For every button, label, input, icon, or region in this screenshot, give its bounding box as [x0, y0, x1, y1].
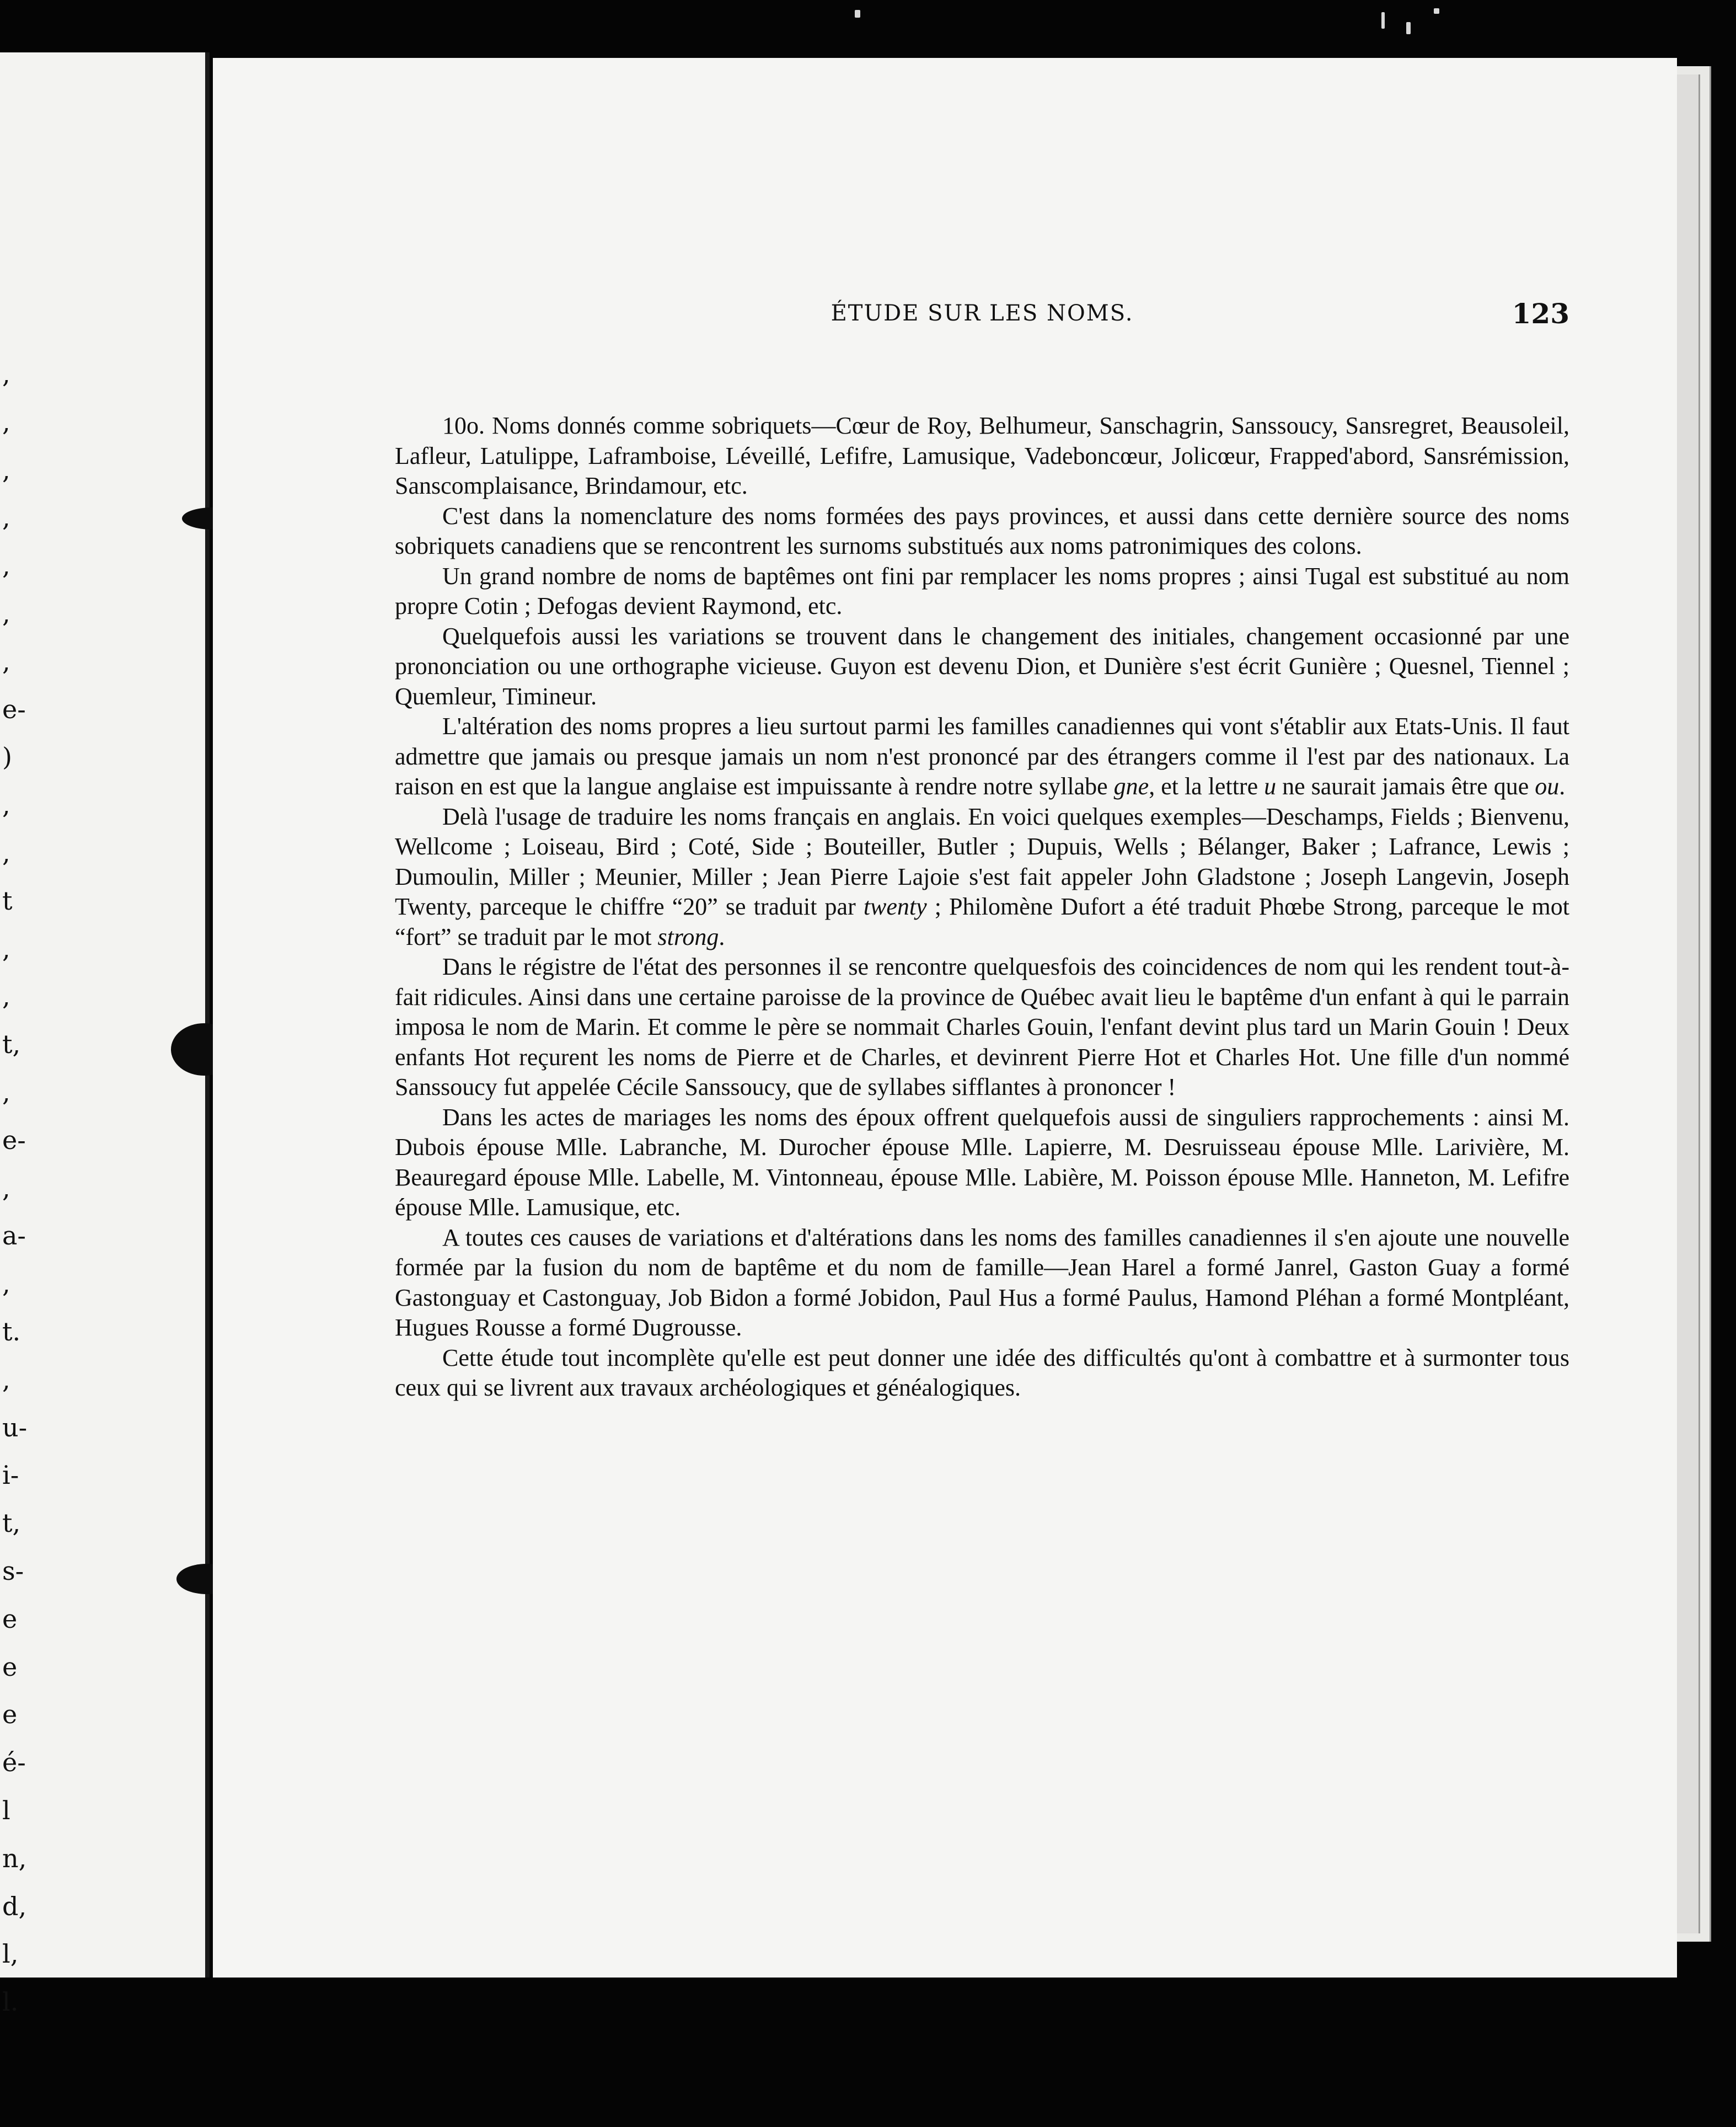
margin-fragment: ,	[2, 551, 10, 581]
margin-fragment: ,	[2, 1364, 10, 1394]
paragraph-text: A toutes ces causes de variations et d'altérations dans les noms des familles canadiennes il s'en ajoute une nouvelle formée par la fusion du nom de baptême et du nom de famille—Jean Harel a formé Janrel, Gaston Guay a formé Gastonguay et Castonguay, Job Bidon a formé Jobidon, Paul Hus a formé Paulus, Hamond Pléhan a formé Montpléant, Hugues Rousse a formé Dugrousse.	[395, 1223, 1569, 1341]
paragraph-text: ne saurait jamais être que	[1276, 773, 1535, 800]
paragraph-text: Dans les actes de mariages les noms des époux offrent quelquefois aussi de singuliers rapprochements : ainsi M. Dubois épouse Mlle. Labranche, M. Durocher épouse Mlle. Lapierre, M. Desruisseau épouse Mlle. Larivière, M. Beauregard épouse Mlle. Labelle, M. Vintonneau, épouse Mlle. Labière, M. Poisson épouse Mlle. Hanneton, M. Lefifre épouse Mlle. Lamusique, etc.	[395, 1103, 1569, 1221]
paragraph	[395, 1223, 1569, 1343]
paragraph	[395, 562, 1569, 622]
body-text	[395, 411, 1569, 1403]
paragraph	[395, 952, 1569, 1103]
margin-fragment: ,	[2, 790, 10, 820]
scan-speck	[855, 10, 860, 18]
paragraph-text: .	[719, 923, 725, 950]
paragraph-text: 10o. Noms donnés comme sobriquets—Cœur de Roy, Belhumeur, Sanschagrin, Sanssoucy, Sansregret, Beausoleil, Lafleur, Latulippe, Laframboise, Léveillé, Lefifre, Lamusique, Vadeboncœur, Jolicœur, Frapped'abord, Sansrémission, Sanscomplaisance, Brindamour, etc.	[395, 412, 1569, 499]
paragraph-text: Dans le régistre de l'état des personnes il se rencontre quelquesfois des coincidences de nom qui les rendent tout-à-fait ridicules. Ainsi dans une certaine paroisse de la province de Québec avait lieu le baptême d'un enfant à qui le parrain imposa le nom de Marin. Et comme le père se nommait Charles Gouin, l'enfant devint plus tard un Marin Gouin ! Deux enfants Hot reçurent les noms de Pierre et de Charles, et devinrent Pierre Hot et Charles Hot. Une fille d'un nommé Sanssoucy fut appelée Cécile Sanssoucy, que de syllabes sifflantes à prononcer !	[395, 953, 1569, 1100]
paragraph	[395, 802, 1569, 953]
margin-fragment: l,	[2, 1939, 19, 1969]
margin-fragment: t,	[2, 1029, 21, 1060]
margin-fragment: l	[2, 1795, 10, 1825]
margin-fragment: t.	[2, 1317, 21, 1346]
paragraph-text: Delà l'usage de traduire les noms français en anglais. En voici quelques exemples—Deschamps, Fields ; Bienvenu, Wellcome ; Loiseau, Bird ; Coté, Side ; Bouteiller, Butler ; Dupuis, Wells ; Bélanger, Baker ; Lafrance, Lewis ; Dumoulin, Miller ; Meunier, Miller ; Jean Pierre Lajoie s'est fait appeler John Gladstone ; Joseph Langevin, Joseph Twenty, parceque le chiffre “20” se traduit par	[395, 803, 1569, 920]
margin-fragment: ,	[2, 455, 10, 485]
italic-word: u	[1264, 773, 1277, 800]
margin-fragment: ,	[2, 598, 10, 628]
margin-fragment: ,	[2, 838, 10, 868]
margin-fragment: t	[2, 885, 13, 916]
margin-fragment: l.	[2, 1987, 19, 2017]
margin-fragment: ,	[2, 503, 10, 533]
margin-fragment: ,	[2, 1269, 10, 1299]
paragraph	[395, 411, 1569, 501]
main-page	[213, 58, 1677, 1978]
paragraph	[395, 1343, 1569, 1403]
paragraph-text: ; Philomène Dufort a été traduit Phœbe Strong, parceque le mot “fort” se traduit par le mot	[395, 893, 1570, 950]
margin-fragment: ,	[2, 1173, 10, 1203]
margin-fragment: e-	[2, 1125, 26, 1155]
paragraph-text: L'altération des noms propres a lieu surtout parmi les familles canadiennes qui vont s'établir aux Etats-Unis. Il faut admettre que jamais ou presque jamais un nom n'est prononcé par des étrangers comme il l'est par des nationaux. La raison en est que la langue anglaise est impuissante à rendre notre syllabe	[395, 713, 1569, 800]
margin-fragment: u-	[2, 1412, 28, 1442]
paragraph	[395, 622, 1569, 712]
paragraph-text: Quelquefois aussi les variations se trouvent dans le changement des initiales, changement occasionné par une prononciation ou une orthographe vicieuse. Guyon est devenu Dion, et Dunière s'est écrit Gunière ; Quesnel, Tiennel ; Quemleur, Timineur.	[395, 622, 1569, 710]
margin-fragment: e	[2, 1652, 18, 1682]
italic-word: ou	[1535, 773, 1560, 800]
margin-fragment: é-	[2, 1747, 26, 1778]
italic-word: gne	[1113, 773, 1149, 800]
margin-fragment: )	[2, 742, 12, 772]
paragraph-text: , et la lettre	[1149, 773, 1265, 800]
italic-word: strong	[657, 923, 719, 950]
margin-fragment: ,	[2, 933, 10, 964]
left-page-margin-fragments	[0, 52, 205, 2017]
margin-fragment: n,	[2, 1843, 27, 1873]
margin-fragment: a-	[2, 1221, 26, 1251]
paragraph-text: Un grand nombre de noms de baptêmes ont fini par remplacer les noms propres ; ainsi Tugal est substitué au nom propre Cotin ; Defogas devient Raymond, etc.	[395, 562, 1569, 619]
margin-fragment: t,	[2, 1508, 21, 1538]
margin-fragment: ,	[2, 981, 10, 1012]
page-number: 123	[1512, 297, 1569, 330]
margin-fragment: d,	[2, 1891, 27, 1921]
margin-fragment: i-	[2, 1460, 19, 1490]
paragraph	[395, 712, 1569, 802]
margin-fragment: e	[2, 1700, 18, 1730]
paragraph-text: .	[1559, 773, 1566, 800]
scan-speck	[1406, 22, 1411, 34]
left-facing-page	[0, 52, 205, 2017]
margin-fragment: ,	[2, 646, 10, 676]
paragraph-text: Cette étude tout incomplète qu'elle est peut donner une idée des difficultés qu'ont à combattre et à surmonter tous ceux qui se livrent aux travaux archéologiques et généalogiques.	[395, 1344, 1569, 1401]
margin-fragment: ,	[2, 407, 10, 437]
binding-gutter	[205, 52, 210, 1978]
margin-fragment: ,	[2, 359, 10, 389]
paragraph-text: C'est dans la nomenclature des noms formées des pays provinces, et aussi dans cette dernière source des noms sobriquets canadiens que se rencontrent les surnoms substitués aux noms patronimiques des colons.	[395, 502, 1569, 559]
margin-fragment: e-	[2, 694, 26, 724]
page-header	[395, 297, 1569, 345]
italic-word: twenty	[863, 893, 927, 920]
scan-speck	[1381, 12, 1385, 29]
margin-fragment: s-	[2, 1556, 24, 1586]
margin-fragment: ,	[2, 1077, 10, 1107]
paragraph	[395, 501, 1569, 562]
scan-speck	[1434, 8, 1439, 14]
running-title: ÉTUDE SUR LES NOMS.	[831, 301, 1134, 326]
paragraph	[395, 1103, 1569, 1223]
margin-fragment: e	[2, 1604, 18, 1634]
